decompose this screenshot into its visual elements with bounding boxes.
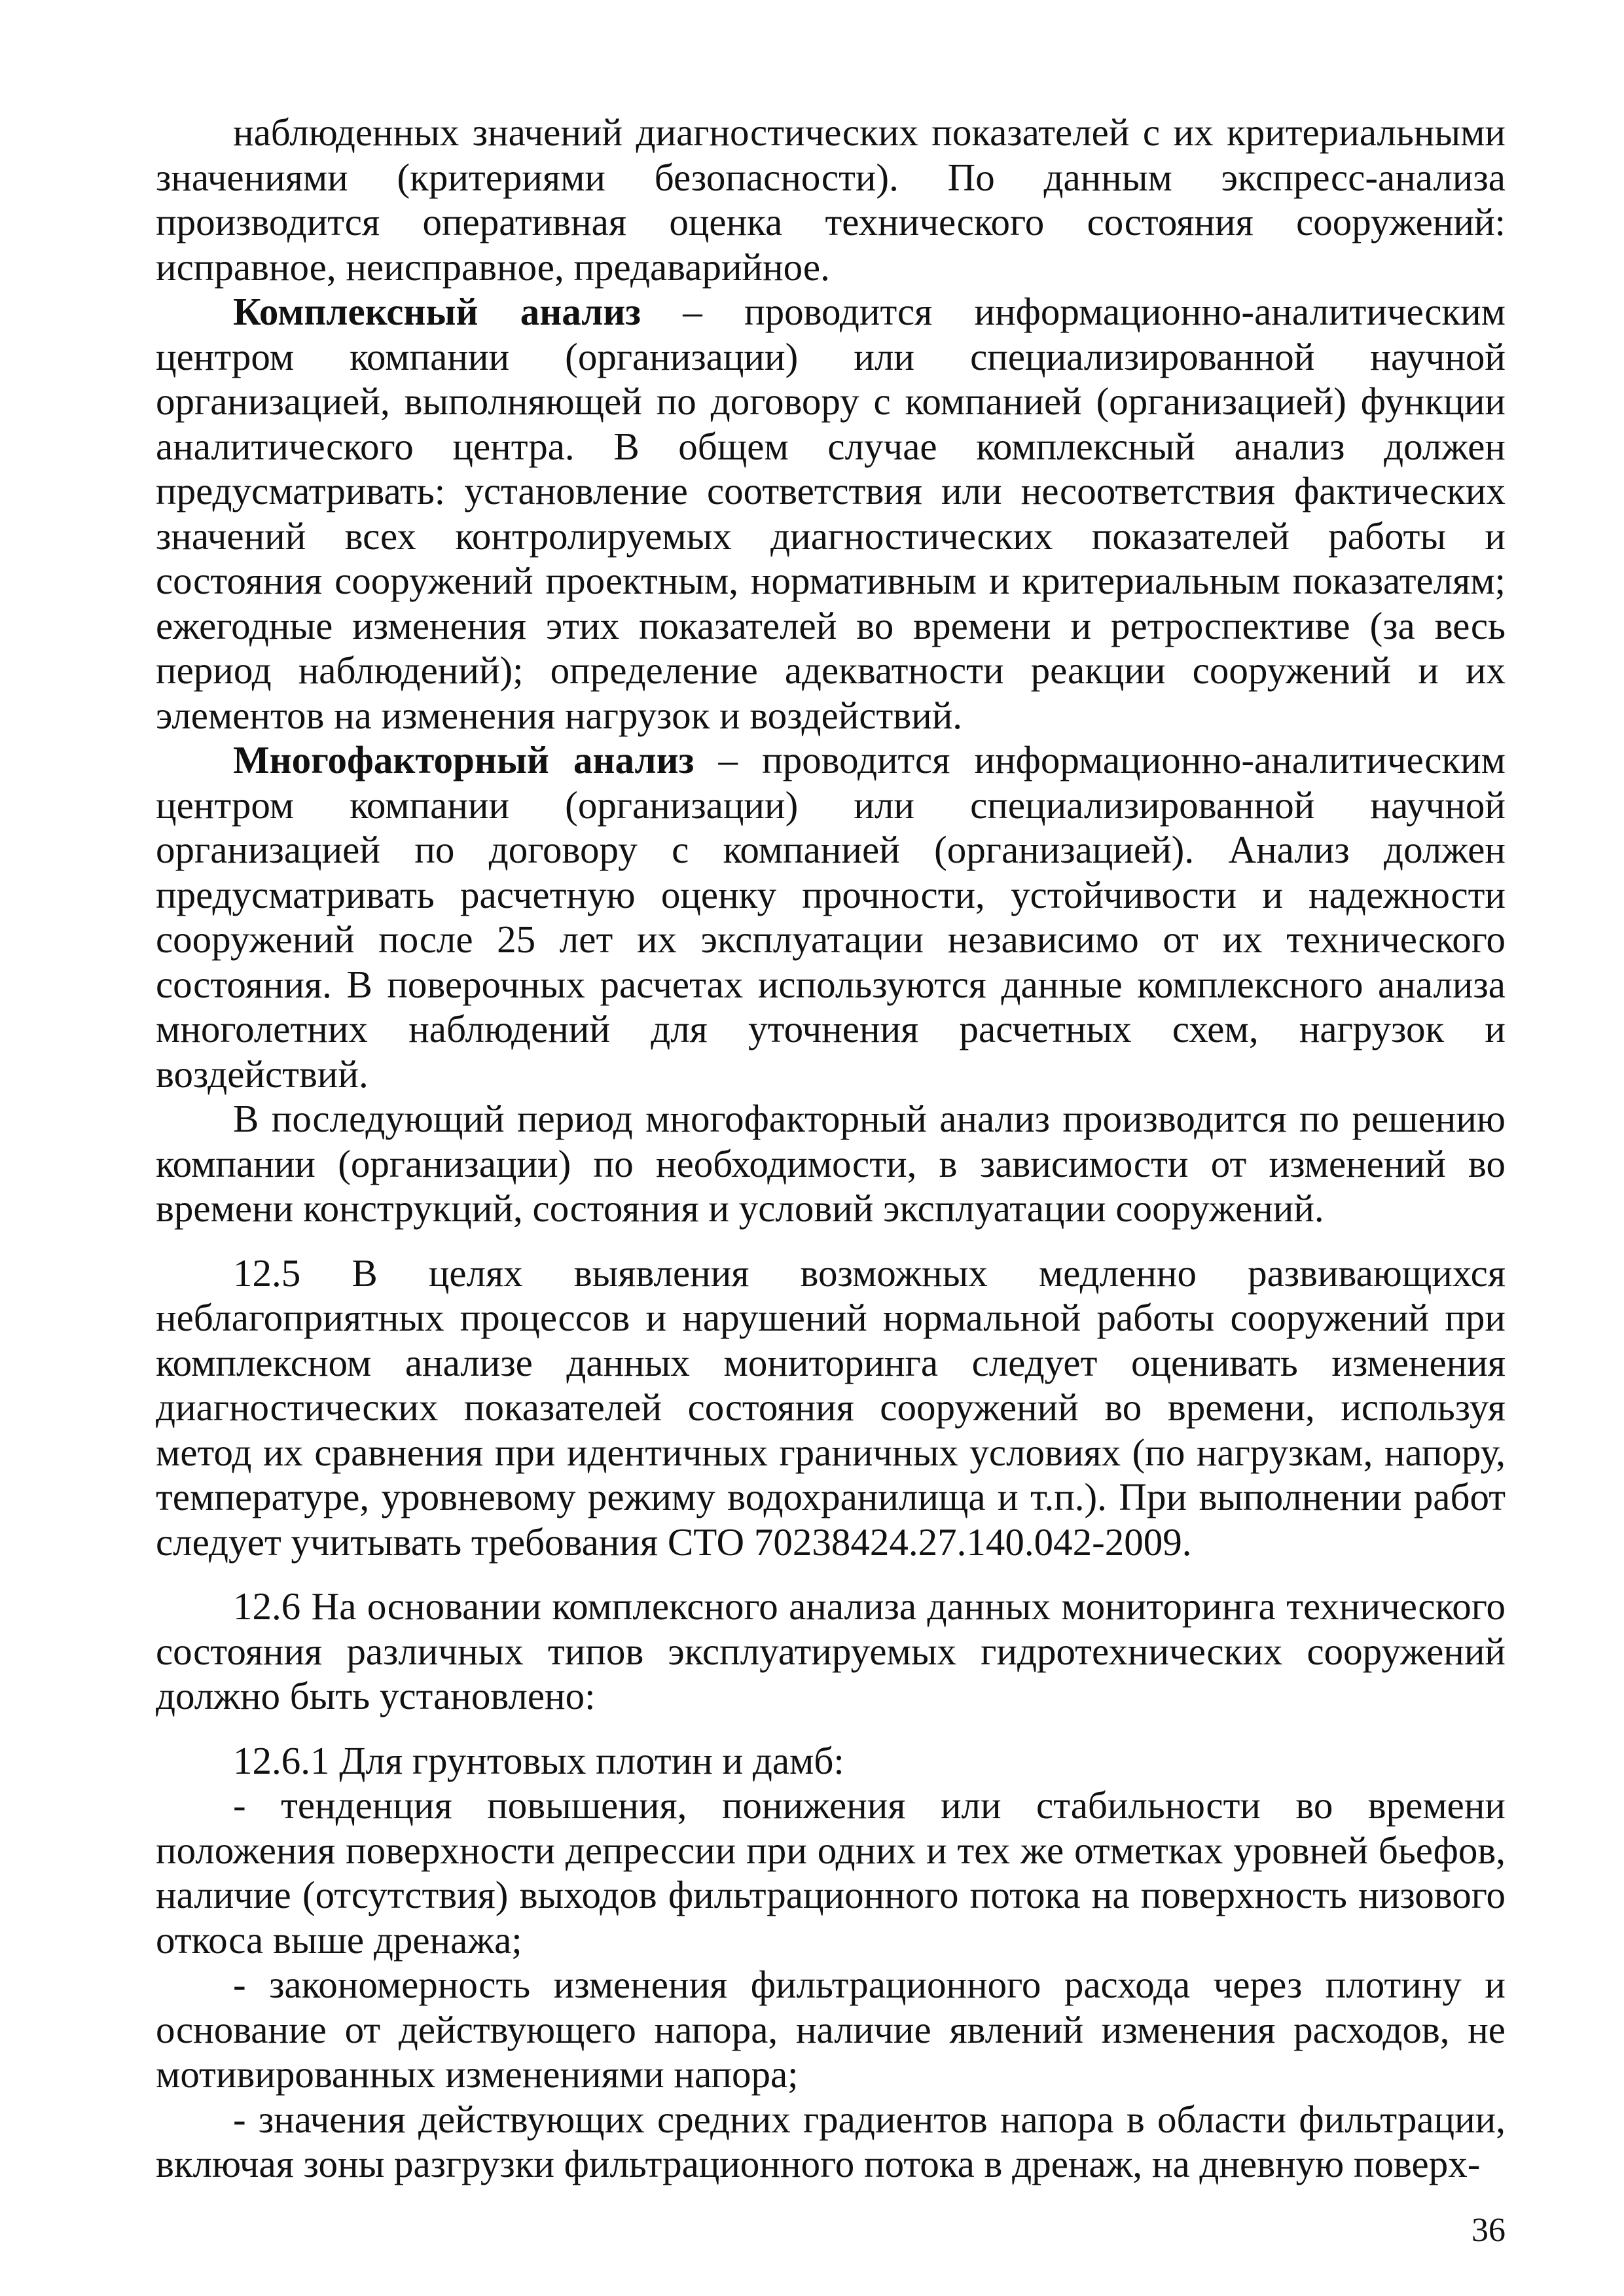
paragraph-express-analysis-end: наблюденных значений диагностических показателей с их критериальными значениями (критериями безопасности). По данным экспресс-анализа производится оперативная оценка технического состояния сооружений: исправное, неисправное, предаварийное. [156, 111, 1506, 289]
paragraph-multifactor-analysis: Многофакторный анализ – проводится информационно-аналитическим центром компании (организации) или специализированной научной организацией по договору с компанией (организацией). Анализ должен предусматривать расчетную оценку прочности, устойчивости и надежности сооружений после 25 лет их эксплуатации независимо от их технического состояния. В поверочных расчетах используются данные комплексного анализа многолетних наблюдений для уточнения расчетных схем, нагрузок и воздействий. [156, 738, 1506, 1096]
list-item-depression-surface: - тенденция повышения, понижения или стабильности во времени положения поверхности депрессии при одних и тех же отметках уровней бьефов, наличие (отсутствия) выходов фильтрационного потока на поверхность низового откоса выше дренажа; [156, 1784, 1506, 1962]
paragraph-12-6-1: 12.6.1 Для грунтовых плотин и дамб: [233, 1738, 844, 1782]
list-item-pressure-gradients: - значения действующих средних градиентов напора в области фильтрации, включая зоны разгрузки фильтрационного потока в дренаж, на дневную поверх- [156, 2097, 1506, 2185]
term-multifactor-analysis: Многофакторный анализ [233, 738, 695, 781]
paragraph-12-6: 12.6 На основании комплексного анализа данных мониторинга технического состояния различных типов эксплуатируемых гидротехнических сооружений должно быть установлено: [156, 1585, 1506, 1717]
paragraph-12-5: 12.5 В целях выявления возможных медленно развивающихся неблагоприятных процессов и нарушений нормальной работы сооружений при комплексном анализе данных мониторинга следует оценивать изменения диагностических показателей состояния сооружений во времени, используя метод их сравнения при идентичных граничных условиях (по нагрузкам, напору, температуре, уровневому режиму водохранилища и т.п.). При выполнении работ следует учитывать требования СТО 70238424.27.140.042-2009. [156, 1251, 1506, 1564]
list-item-filtration-flow: - закономерность изменения фильтрационного расхода через плотину и основание от действующего напора, наличие явлений изменения расходов, не мотивированных изменениями напора; [156, 1963, 1506, 2096]
page-number: 36 [1471, 2212, 1506, 2249]
term-complex-analysis: Комплексный анализ [233, 290, 641, 333]
document-body [156, 110, 1506, 2187]
paragraph-subsequent-period: В последующий период многофакторный анализ производится по решению компании (организации) по необходимости, в зависимости от изменений во времени конструкций, состояния и условий эксплуатации сооружений. [156, 1097, 1506, 1230]
paragraph-complex-analysis: Комплексный анализ – проводится информационно-аналитическим центром компании (организации) или специализированной научной организацией, выполняющей по договору с компанией (организацией) функции аналитического центра. В общем случае комплексный анализ должен предусматривать: установление соответствия или несоответствия фактических значений всех контролируемых диагностических показателей работы и состояния сооружений проектным, нормативным и критериальным показателям; ежегодные изменения этих показателей во времени и ретроспективе (за весь период наблюдений); определение адекватности реакции сооружений и их элементов на изменения нагрузок и воздействий. [156, 290, 1506, 737]
